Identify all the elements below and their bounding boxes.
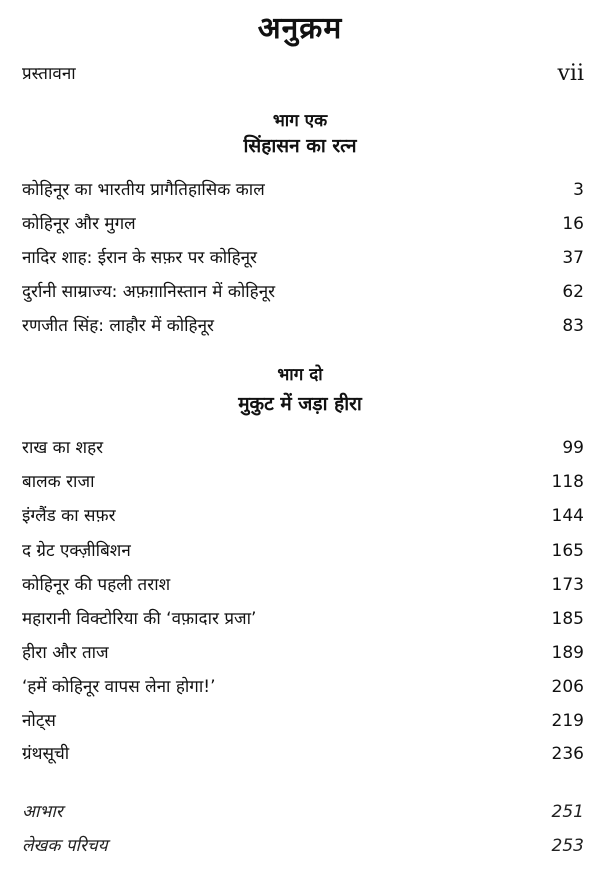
toc-entry-page: 173 xyxy=(551,575,584,595)
toc-entry-label: आभार xyxy=(22,802,63,822)
toc-entry-page: 165 xyxy=(551,541,584,561)
toc-entry xyxy=(22,705,584,733)
toc-entry xyxy=(22,432,584,460)
toc-entry-label: हीरा और ताज xyxy=(22,643,109,663)
toc-entry-page: 62 xyxy=(562,282,584,302)
toc-entry-page: 206 xyxy=(551,677,584,697)
toc-entry xyxy=(22,535,584,563)
toc-entry-label: लेखक परिचय xyxy=(22,836,108,856)
toc-entry-page: 118 xyxy=(551,472,584,492)
toc-entry xyxy=(22,603,584,631)
toc-entry xyxy=(22,671,584,699)
toc-entry-label: ग्रंथसूची xyxy=(22,744,70,764)
part-title: सिंहासन का रत्न xyxy=(243,135,357,157)
toc-entry-page: vii xyxy=(557,61,584,86)
toc-entry-page: 144 xyxy=(551,506,584,526)
toc-entry-page: 185 xyxy=(551,609,584,629)
toc-entry-label: कोहिनूर का भारतीय प्रागैतिहासिक काल xyxy=(22,180,265,200)
toc-entry xyxy=(22,276,584,304)
toc-entry-page: 16 xyxy=(562,214,584,234)
toc-entry-page: 219 xyxy=(551,711,584,731)
toc-entry-page: 83 xyxy=(562,316,584,336)
toc-entry-page: 37 xyxy=(562,248,584,268)
toc-entry xyxy=(22,208,584,236)
toc-entry xyxy=(22,174,584,202)
page-title: अनुक्रम xyxy=(257,11,343,46)
toc-entry xyxy=(22,637,584,665)
toc-entry xyxy=(22,242,584,270)
toc-entry-label: रणजीत सिंह: लाहौर में कोहिनूर xyxy=(22,316,214,336)
toc-entry-page: 236 xyxy=(551,744,584,764)
toc-entry-about-author xyxy=(22,830,584,858)
toc-entry-label: ‘हमें कोहिनूर वापस लेना होगा!’ xyxy=(22,677,216,697)
toc-entry-label: राख का शहर xyxy=(22,438,104,458)
toc-entry-page: 251 xyxy=(551,802,584,822)
toc-entry-label: कोहिनूर की पहली तराश xyxy=(22,575,171,595)
toc-entry-page: 99 xyxy=(562,438,584,458)
part-label: भाग दो xyxy=(277,365,323,385)
toc-entry-label: नोट्स xyxy=(22,711,56,731)
part-label: भाग एक xyxy=(272,111,328,131)
toc-entry-label: दुर्रानी साम्राज्य: अफ़ग़ानिस्तान में कोहिनूर xyxy=(22,282,276,302)
toc-entry-label: इंग्लैंड का सफ़र xyxy=(22,506,116,526)
toc-entry xyxy=(22,738,584,766)
toc-entry xyxy=(22,466,584,494)
toc-entry-label: बालक राजा xyxy=(22,472,95,492)
toc-entry-acknowledgements xyxy=(22,796,584,824)
toc-entry-page: 3 xyxy=(573,180,584,200)
toc-entry-label: प्रस्तावना xyxy=(22,64,76,84)
toc-entry-label: महारानी विक्टोरिया की ‘वफ़ादार प्रजा’ xyxy=(22,609,257,629)
toc-entry-label: द ग्रेट एक्ज़ीबिशन xyxy=(22,541,131,561)
toc-entry-label: कोहिनूर और मुगल xyxy=(22,214,136,234)
toc-entry xyxy=(22,569,584,597)
toc-entry-preface xyxy=(22,58,584,86)
toc-entry xyxy=(22,500,584,528)
toc-entry-page: 189 xyxy=(551,643,584,663)
toc-entry xyxy=(22,310,584,338)
toc-entry-page: 253 xyxy=(551,836,584,856)
toc-entry-label: नादिर शाह: ईरान के सफ़र पर कोहिनूर xyxy=(22,248,257,268)
part-title: मुकुट में जड़ा हीरा xyxy=(238,393,362,415)
